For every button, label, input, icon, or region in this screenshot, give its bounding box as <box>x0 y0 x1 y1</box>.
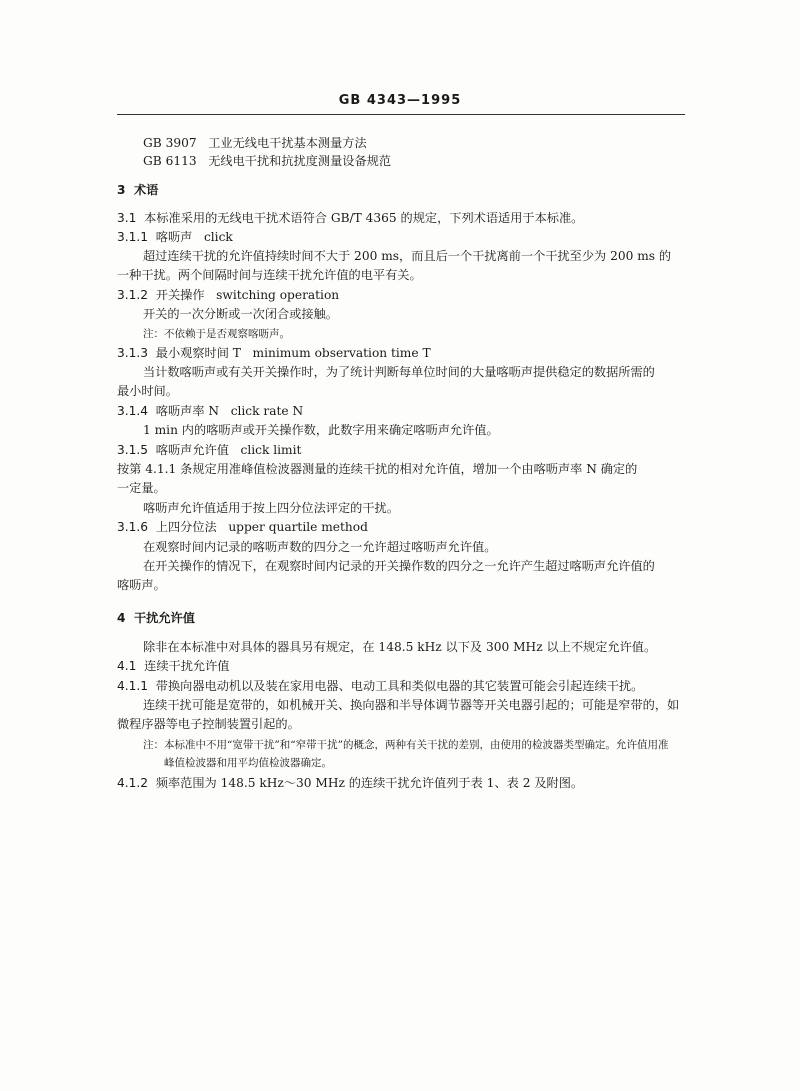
clause-4-1-2: 4.1.2 频率范围为 148.5 kHz～30 MHz 的连续干扰允许值列于表 1、表 2 及附图。 <box>117 776 584 790</box>
term-3-1-5-heading: 3.1.5 喀呖声允许值 click limit <box>117 443 302 457</box>
section-heading-4: 4 干扰允许值 <box>117 611 195 625</box>
term-3-1-1-def-line: 超过连续干扰的允许值持续时间不大于 200 ms，而且后一个干扰离前一个干扰至少为 200 ms 的 <box>143 249 672 263</box>
term-3-1-2-heading: 3.1.2 开关操作 switching operation <box>117 288 340 302</box>
clause-4-1-1-line: 微程序器等电子控制装置引起的。 <box>117 717 300 731</box>
term-3-1-4-heading: 3.1.4 喀呖声率 N click rate N <box>117 404 304 418</box>
section-heading-3: 3 术语 <box>117 183 159 197</box>
standard-code-header: GB 4343—1995 <box>338 93 462 108</box>
term-3-1-6-def-line: 喀呖声。 <box>117 578 166 592</box>
term-3-1-2-def-line: 开关的一次分断或一次闭合或接触。 <box>143 307 338 321</box>
clause-3-1: 3.1 本标准采用的无线电干扰术语符合 GB/T 4365 的规定，下列术语适用于本标准。 <box>117 211 584 225</box>
reference-code: GB 3907 <box>143 136 197 150</box>
term-3-1-6-def-line: 在观察时间内记录的喀呖声数的四分之一允许超过喀呖声允许值。 <box>143 540 497 554</box>
term-3-1-6-heading: 3.1.6 上四分位法 upper quartile method <box>117 520 368 534</box>
term-3-1-1-heading: 3.1.1 喀呖声 click <box>117 230 233 244</box>
reference-item <box>143 135 367 151</box>
reference-title: 无线电干扰和抗扰度测量设备规范 <box>208 154 392 168</box>
clause-4-1-1-note-line: 峰值检波器和用平均值检波器确定。 <box>164 757 332 769</box>
clause-4-1-heading: 4.1 连续干扰允许值 <box>117 659 230 673</box>
reference-title: 工业无线电干扰基本测量方法 <box>208 136 367 150</box>
term-3-1-5-def-line: 喀呖声允许值适用于按上四分位法评定的干扰。 <box>143 501 399 515</box>
clause-4-1-1-line: 连续干扰可能是宽带的，如机械开关、换向器和半导体调节器等开关电器引起的；可能是窄带的，如 <box>143 698 680 712</box>
reference-item <box>143 153 391 169</box>
term-3-1-3-def-line: 最小时间。 <box>117 384 178 398</box>
term-3-1-2-note: 注：不依赖于是否观察喀呖声。 <box>143 328 290 340</box>
term-3-1-1-def-line: 一种干扰。两个间隔时间与连续干扰允许值的电平有关。 <box>117 268 422 282</box>
term-3-1-3-heading: 3.1.3 最小观察时间 T minimum observation time T <box>117 346 431 360</box>
clause-4-1-1: 4.1.1 带换向器电动机以及装在家用电器、电动工具和类似电器的其它装置可能会引起连续干扰。 <box>117 679 644 693</box>
term-3-1-5-def-line: 一定量。 <box>117 481 166 495</box>
header-rule <box>117 114 685 115</box>
clause-4-1-1-note-line: 注：本标准中不用“宽带干扰”和“窄带干扰”的概念，两种有关干扰的差别，由使用的检波器类型确定。允许值用准 <box>143 739 669 751</box>
reference-code: GB 6113 <box>143 154 197 168</box>
term-3-1-5-def-line: 按第 4.1.1 条规定用准峰值检波器测量的连续干扰的相对允许值，增加一个由喀呖声率 N 确定的 <box>117 462 638 476</box>
section-4-intro: 除非在本标准中对具体的器具另有规定，在 148.5 kHz 以下及 300 MHz 以上不规定允许值。 <box>143 640 657 654</box>
term-3-1-4-def-line: 1 min 内的喀呖声或开关操作数，此数字用来确定喀呖声允许值。 <box>143 423 499 437</box>
term-3-1-6-def-line: 在开关操作的情况下，在观察时间内记录的开关操作数的四分之一允许产生超过喀呖声允许值的 <box>143 559 655 573</box>
term-3-1-3-def-line: 当计数喀呖声或有关开关操作时，为了统计判断每单位时间的大量喀呖声提供稳定的数据所需的 <box>143 365 655 379</box>
